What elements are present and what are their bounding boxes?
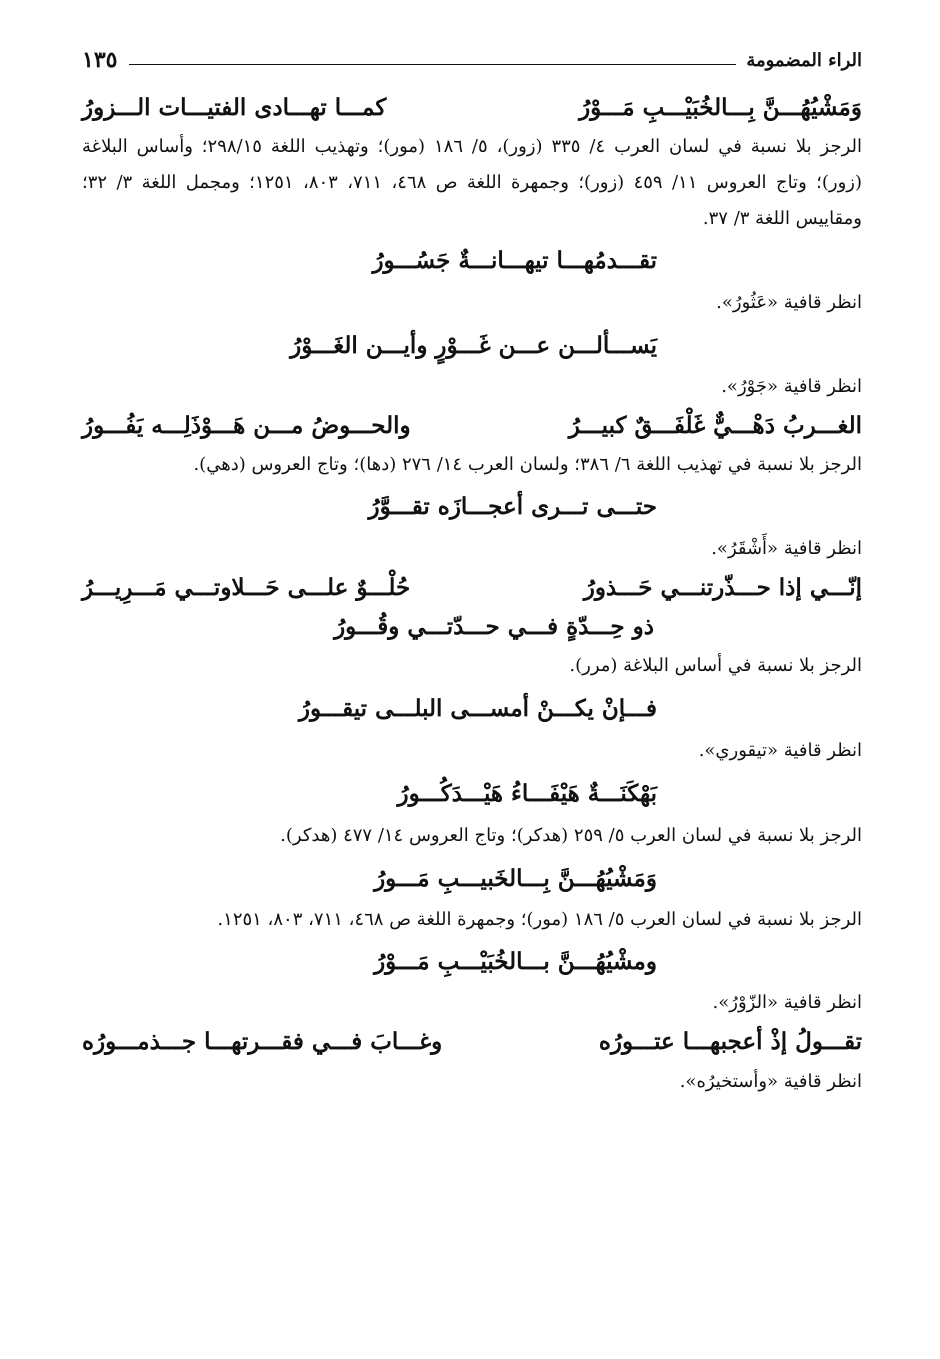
hemistich-left: وغـــابَ فـــي فقـــرتهـــا جـــذمـــورُه <box>82 1028 443 1056</box>
citation-note: الرجز بلا نسبة في لسان العرب ٥/ ١٨٦ (مور)؛ وجمهرة اللغة ص ٤٦٨، ٧١١، ٨٠٣، ١٢٥١. <box>217 908 862 930</box>
cross-reference: انظر قافية «أَشْقَرُ». <box>711 537 862 559</box>
page-header <box>82 40 862 80</box>
verse-line: حتـــى تـــرى أعجـــازَه تقـــوَّرُ <box>368 493 657 520</box>
page-number: ١٣٥ <box>82 47 118 73</box>
verse-line: فـــإنْ يكـــنْ أمســـى البلـــى تيقـــورُ <box>298 695 657 723</box>
hemistich-left: حُلْـــوٌ علـــى حَـــلاوتـــي مَـــرِيـــرُ <box>82 573 411 601</box>
page <box>82 40 862 1101</box>
verse-couplet <box>82 406 862 447</box>
citation-note: الرجز بلا نسبة في لسان العرب ٤/ ٣٣٥ (زور)، ٥/ ١٨٦ (مور)؛ وتهذيب اللغة ٢٩٨/١٥؛ وأساس البلاغة (زور)؛ وتاج العروس ١١/ ٤٥٩ (زور)؛ وجمهرة اللغة ص ٤٦٨، ٧١١، ٨٠٣، ١٢٥١؛ ومجمل اللغة ٣/ ٣٢؛ ومقاييس اللغة ٣/ ٣٧. <box>82 135 863 229</box>
cross-reference: انظر قافية «جَوْرُ». <box>721 376 862 398</box>
header-rule <box>129 64 736 65</box>
verse-line: يَســـألـــن عـــن غَـــوْرٍ وأيـــن الغَـــوْرُ <box>290 331 657 359</box>
verse-line: تقـــدمُهـــا تيهـــانـــةٌ جَسُـــورُ <box>372 246 657 274</box>
running-head: الراء المضمومة <box>746 49 862 71</box>
citation-note: الرجز بلا نسبة في أساس البلاغة (مرر). <box>569 655 862 677</box>
cross-reference: انظر قافية «الزّوْرُ». <box>712 992 862 1014</box>
cross-reference: انظر قافية «تيقوري». <box>698 740 862 761</box>
verse-line: ذو حِـــدّةٍ فـــي حـــدّتـــي وقُـــورُ <box>334 612 654 640</box>
hemistich-right: وَمَشْيُهُـــنَّ بِـــالخُبَيْـــبِ مَـــوْرُ <box>579 94 862 121</box>
verse-couplet <box>82 1022 862 1063</box>
citation-note: الرجز بلا نسبة في تهذيب اللغة ٦/ ٣٨٦؛ ولسان العرب ١٤/ ٢٧٦ (دها)؛ وتاج العروس (دهي). <box>193 454 862 475</box>
verse-line: وَمَشْيُهُـــنَّ بِـــالخَبيـــبِ مَـــورُ <box>374 864 657 892</box>
hemistich-right: تقـــولُ إذْ أعجبهـــا عتـــورُه <box>598 1028 862 1056</box>
cross-reference: انظر قافية «وأستخيرُه». <box>679 1071 862 1092</box>
cross-reference: انظر قافية «عَثُورُ». <box>716 291 862 313</box>
citation-note: الرجز بلا نسبة في لسان العرب ٥/ ٢٥٩ (هدكر)؛ وتاج العروس ١٤/ ٤٧٧ (هدكر). <box>280 824 862 846</box>
hemistich-left: والحـــوضُ مـــن هَـــوْذَلِـــه يَفُـــورُ <box>82 412 411 440</box>
verse-line: بَهْكَنَـــةٌ هَيْفَـــاءُ هَيْـــدَكُـــورُ <box>397 780 657 807</box>
verse-couplet <box>82 568 862 609</box>
hemistich-right: الغـــربُ دَهْـــيٌّ غَلْفَـــقٌ كبيـــرُ <box>568 412 862 440</box>
verse-line: ومشْيُهُـــنَّ بـــالخُبَيْـــبِ مَـــوْرُ <box>374 947 657 975</box>
hemistich-right: إنّـــي إذا حـــذّرتنـــي حَـــذورُ <box>583 573 862 601</box>
verse-couplet <box>82 88 862 129</box>
hemistich-left: كمـــا تهـــادى الفتيـــات الـــزورُ <box>82 94 387 121</box>
